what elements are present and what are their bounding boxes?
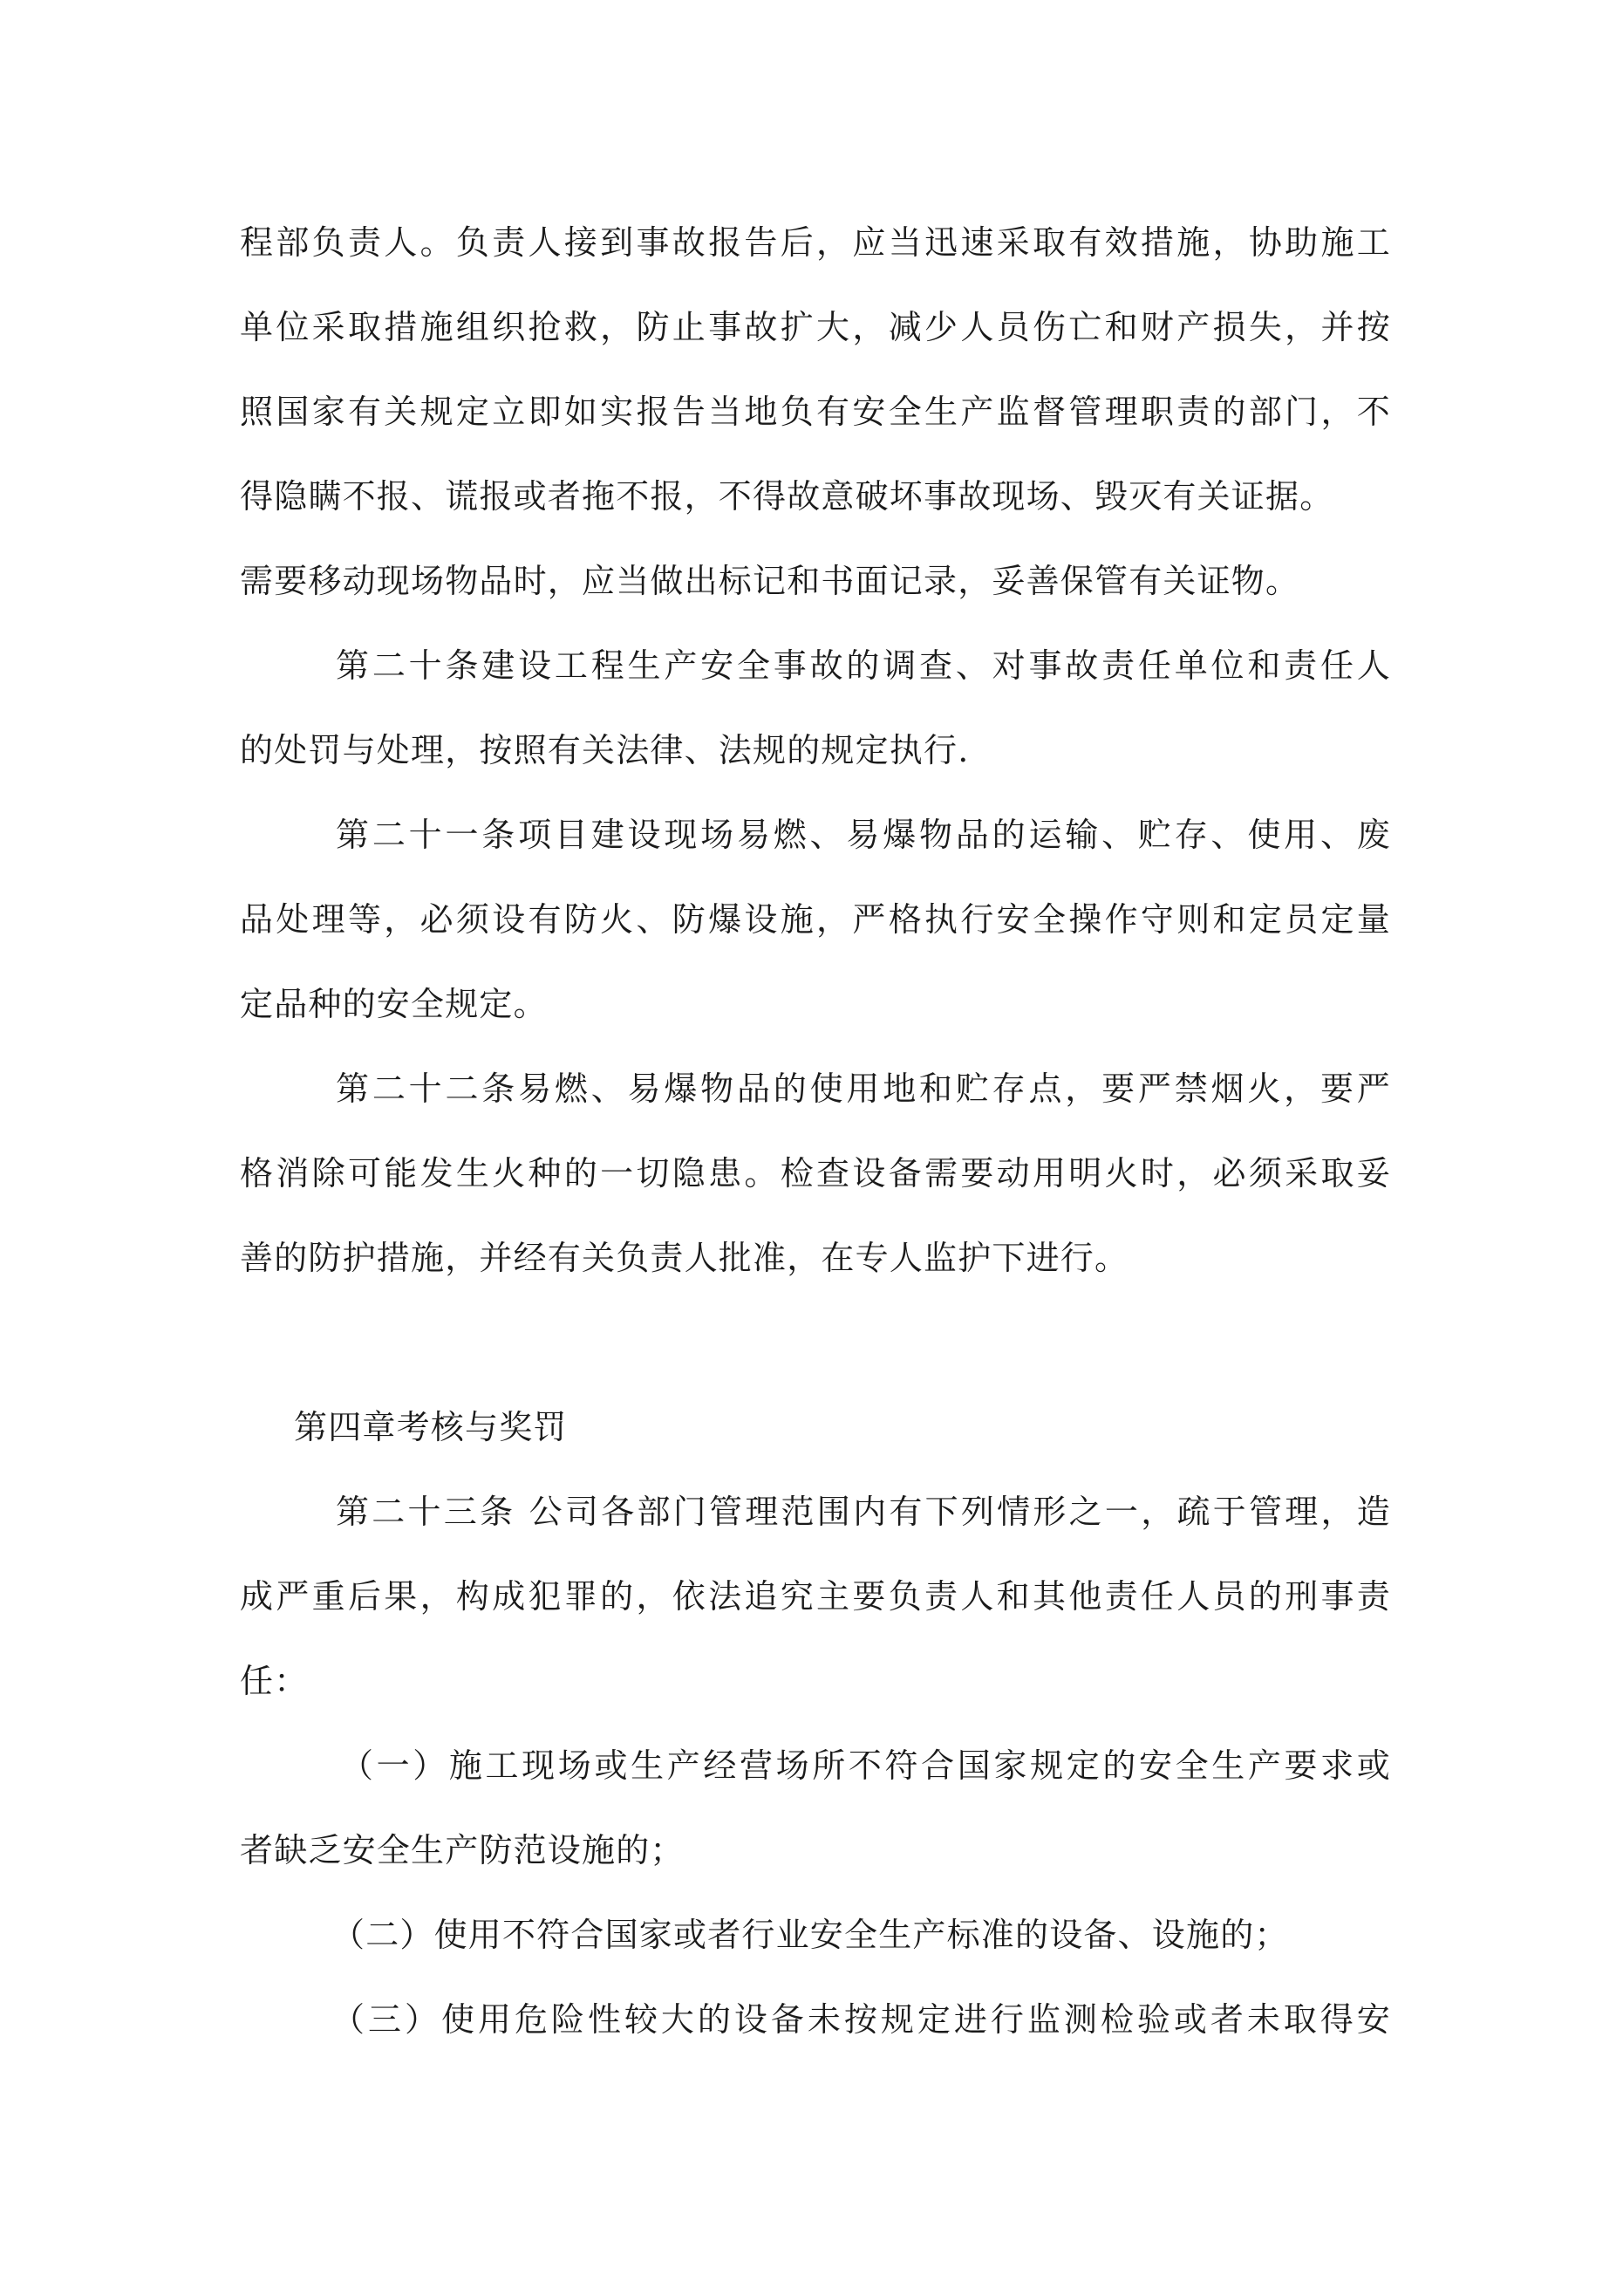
- list-item-1-line: （一）施工现场或生产经营场所不符合国家规定的安全生产要求或: [340, 1746, 1391, 1785]
- body-text-line: 成严重后果，构成犯罪的，依法追究主要负责人和其他责任人员的刑事责: [240, 1577, 1391, 1616]
- body-text-line: 品处理等，必须设有防火、防爆设施，严格执行安全操作守则和定员定量: [240, 900, 1391, 939]
- body-text-line: 格消除可能发生火种的一切隐患。检查设备需要动用明火时，必须采取妥: [240, 1154, 1391, 1192]
- body-text-line: 任：: [240, 1662, 309, 1700]
- article-21-line: 第二十一条项目建设现场易燃、易爆物品的运输、贮存、使用、废: [336, 816, 1391, 854]
- body-text-line: 定品种的安全规定。: [240, 985, 548, 1023]
- article-23-line: 第二十三条 公司各部门管理范围内有下列情形之一，疏于管理，造: [336, 1493, 1391, 1531]
- body-text-line: 得隐瞒不报、谎报或者拖不报，不得故意破坏事故现场、毁灭有关证据。: [240, 477, 1334, 516]
- body-text-line: 程部负责人。负责人接到事故报告后，应当迅速采取有效措施，协助施工: [240, 223, 1391, 262]
- article-20-line: 第二十条建设工程生产安全事故的调查、对事故责任单位和责任人: [336, 646, 1391, 685]
- body-text-line: 需要移动现场物品时，应当做出标记和书面记录，妥善保管有关证物。: [240, 562, 1300, 600]
- body-text-line: 单位采取措施组织抢救，防止事故扩大，减少人员伤亡和财产损失，并按: [240, 308, 1391, 346]
- body-text-line: 善的防护措施，并经有关负责人批准，在专人监护下进行。: [240, 1239, 1129, 1277]
- chapter-heading: 第四章考核与奖罚: [294, 1408, 568, 1446]
- body-text-line: 照国家有关规定立即如实报告当地负有安全生产监督管理职责的部门，不: [240, 393, 1391, 431]
- article-22-line: 第二十二条易燃、易爆物品的使用地和贮存点，要严禁烟火，要严: [336, 1069, 1391, 1108]
- body-text-line: 的处罚与处理，按照有关法律、法规的规定执行.: [240, 731, 970, 769]
- body-text-line: 者缺乏安全生产防范设施的；: [240, 1831, 685, 1869]
- list-item-2-line: （二）使用不符合国家或者行业安全生产标准的设备、设施的；: [331, 1916, 1289, 1954]
- list-item-3-line: （三）使用危险性较大的设备未按规定进行监测检验或者未取得安: [331, 2000, 1391, 2039]
